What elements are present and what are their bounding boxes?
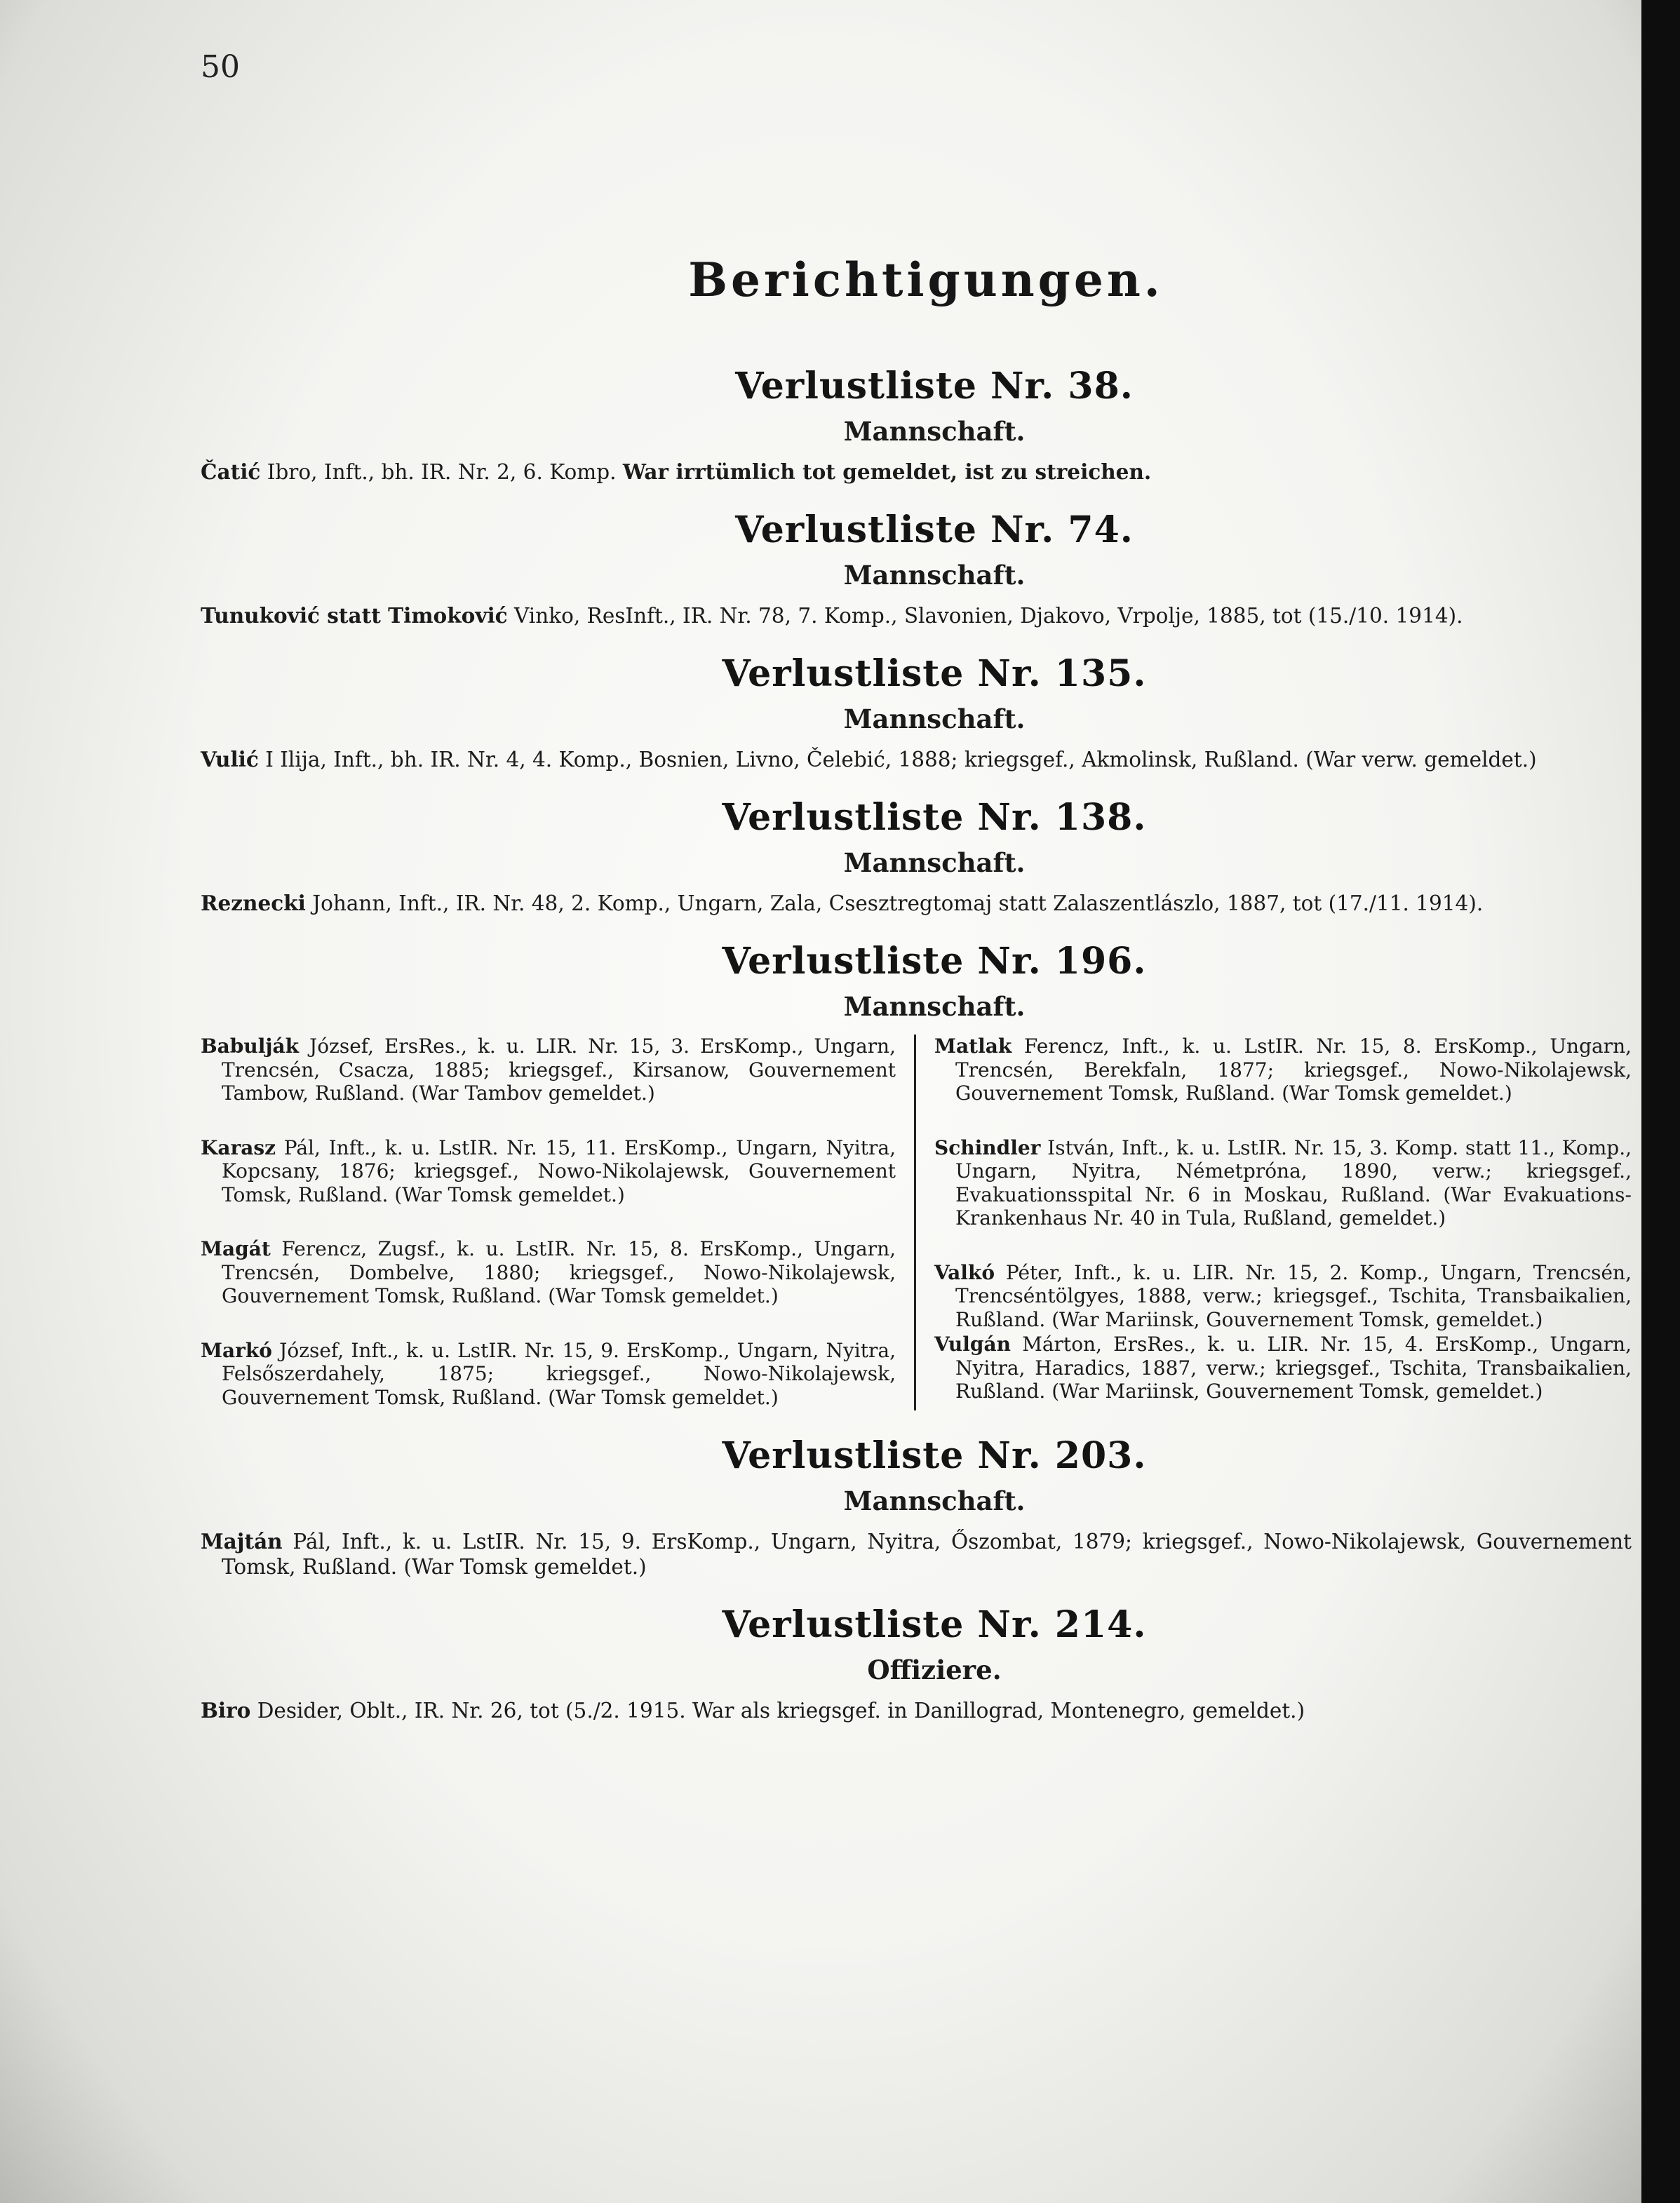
entry-name: Majtán — [201, 1529, 283, 1554]
correction-entry — [201, 1698, 1632, 1723]
correction-entry — [934, 1035, 1632, 1105]
entry-name: Markó — [201, 1338, 272, 1362]
entry-text: Ferencz, Inft., k. u. LstIR. Nr. 15, 8. ErsKomp., Ungarn, Trencsén, Berekfaln, 1877; kriegsgef., Nowo-Nikolajewsk, Gouvernement Tomsk, Rußland. (War Tomsk gemeldet.) — [955, 1035, 1632, 1105]
section-verlustliste-135 — [201, 652, 1632, 772]
entry-text: Ibro, Inft., bh. IR. Nr. 2, 6. Komp. — [260, 460, 623, 484]
entry-name: Biro — [201, 1698, 251, 1723]
section-verlustliste-74 — [201, 508, 1632, 628]
corrections-content — [201, 365, 1632, 1747]
entry-name: Schindler — [934, 1136, 1041, 1159]
correction-entry — [934, 1136, 1632, 1230]
section-verlustliste-138 — [201, 796, 1632, 916]
entry-name: Matlak — [934, 1035, 1012, 1058]
section-verlustliste-203 — [201, 1434, 1632, 1579]
left-column — [201, 1035, 916, 1410]
entry-text: Péter, Inft., k. u. LIR. Nr. 15, 2. Komp., Ungarn, Trencsén, Trencséntölgyes, 1888, verw.; kriegsgef., Tschita, Transbaikalien, Rußland. (War Mariinsk, Gouvernement Tomsk, gemeldet.) — [955, 1260, 1632, 1331]
correction-entry — [201, 459, 1632, 485]
entry-name: Tunuković statt Timoković — [201, 603, 508, 628]
section-subheading: Mannschaft. — [843, 1485, 1026, 1516]
entry-text: Pál, Inft., k. u. LstIR. Nr. 15, 9. ErsKomp., Ungarn, Nyitra, Őszombat, 1879; kriegsgef., Nowo-Nikolajewsk, Gouvernement Tomsk, Rußland. (War Tomsk gemeldet.) — [222, 1530, 1632, 1579]
correction-entry — [934, 1261, 1632, 1332]
section-subheading: Mannschaft. — [843, 847, 1026, 878]
correction-entry — [201, 747, 1632, 772]
section-heading: Verlustliste Nr. 74. — [735, 508, 1134, 551]
section-subheading: Mannschaft. — [843, 991, 1026, 1022]
section-verlustliste-196 — [201, 940, 1632, 1410]
entry-name: Valkó — [934, 1260, 995, 1284]
correction-entry — [201, 1237, 896, 1308]
entry-text: I Ilija, Inft., bh. IR. Nr. 4, 4. Komp., Bosnien, Livno, Čelebić, 1888; kriegsgef., Akmolinsk, Rußland. (War verw. gemeldet.) — [258, 748, 1537, 772]
entry-text: József, ErsRes., k. u. LIR. Nr. 15, 3. ErsKomp., Ungarn, Trencsén, Csacza, 1885; kriegsgef., Kirsanow, Gouvernement Tambow, Rußland. (War Tambov gemeldet.) — [222, 1035, 896, 1105]
section-heading: Verlustliste Nr. 38. — [735, 365, 1134, 407]
entry-text: Johann, Inft., IR. Nr. 48, 2. Komp., Ungarn, Zala, Csesztregtomaj statt Zalaszentlászlo, 1887, tot (17./11. 1914). — [305, 891, 1484, 915]
section-subheading: Mannschaft. — [843, 416, 1026, 447]
entry-text: József, Inft., k. u. LstIR. Nr. 15, 9. ErsKomp., Ungarn, Nyitra, Felsőszerdahely, 1875; kriegsgef., Nowo-Nikolajewsk, Gouvernement Tomsk, Rußland. (War Tomsk gemeldet.) — [222, 1338, 896, 1409]
section-verlustliste-214 — [201, 1603, 1632, 1723]
entry-name: Vulić — [201, 747, 259, 772]
correction-entry — [934, 1333, 1632, 1403]
right-column — [916, 1035, 1632, 1410]
page-title: Berichtigungen. — [688, 252, 1164, 307]
correction-entry — [201, 603, 1632, 628]
entry-name: Magát — [201, 1237, 271, 1260]
section-subheading: Offiziere. — [867, 1655, 1002, 1685]
entry-text: Vinko, ResInft., IR. Nr. 78, 7. Komp., Slavonien, Djakovo, Vrpolje, 1885, tot (15./10. 1914). — [507, 604, 1463, 628]
section-verlustliste-38 — [201, 365, 1632, 485]
entry-note: War irrtümlich tot gemeldet, ist zu streichen. — [622, 459, 1152, 484]
entry-name: Reznecki — [201, 891, 306, 915]
correction-entry — [201, 1035, 896, 1105]
correction-entry — [201, 1529, 1632, 1579]
section-subheading: Mannschaft. — [843, 703, 1026, 734]
section-heading: Verlustliste Nr. 203. — [722, 1434, 1147, 1477]
section-heading: Verlustliste Nr. 138. — [722, 796, 1147, 839]
section-heading: Verlustliste Nr. 196. — [722, 940, 1147, 983]
section-heading: Verlustliste Nr. 214. — [722, 1603, 1147, 1646]
entry-text: Ferencz, Zugsf., k. u. LstIR. Nr. 15, 8. ErsKomp., Ungarn, Trencsén, Dombelve, 1880; kriegsgef., Nowo-Nikolajewsk, Gouvernement Tomsk, Rußland. (War Tomsk gemeldet.) — [222, 1237, 896, 1307]
correction-entry — [201, 1136, 896, 1207]
entry-text: Desider, Oblt., IR. Nr. 26, tot (5./2. 1915. War als kriegsgef. in Danillograd, Montenegro, gemeldet.) — [250, 1699, 1305, 1723]
entry-name: Vulgán — [934, 1333, 1012, 1356]
section-subheading: Mannschaft. — [843, 560, 1026, 591]
entry-text: István, Inft., k. u. LstIR. Nr. 15, 3. Komp. statt 11., Komp., Ungarn, Nyitra, Németpróna, 1890, verw.; kriegsgef., Evakuationsspital Nr. 6 in Moskau, Rußland. (War Evakuations-Krankenhaus Nr. 40 in Tula, Rußland, gemeldet.) — [955, 1136, 1632, 1229]
two-column-list — [201, 1035, 1632, 1410]
correction-entry — [201, 1339, 896, 1410]
entry-text: Márton, ErsRes., k. u. LIR. Nr. 15, 4. ErsKomp., Ungarn, Nyitra, Haradics, 1887, verw.; kriegsgef., Tschita, Transbaikalien, Rußland. (War Mariinsk, Gouvernement Tomsk, gemeldet.) — [955, 1333, 1632, 1403]
entry-name: Babulják — [201, 1035, 300, 1058]
section-heading: Verlustliste Nr. 135. — [722, 652, 1147, 695]
entry-text: Pál, Inft., k. u. LstIR. Nr. 15, 11. ErsKomp., Ungarn, Nyitra, Kopcsany, 1876; kriegsgef., Nowo-Nikolajewsk, Gouvernement Tomsk, Rußland. (War Tomsk gemeldet.) — [222, 1136, 896, 1206]
entry-name: Karasz — [201, 1136, 276, 1159]
page-number: 50 — [201, 49, 240, 85]
correction-entry — [201, 891, 1632, 916]
entry-name: Čatić — [201, 459, 261, 484]
